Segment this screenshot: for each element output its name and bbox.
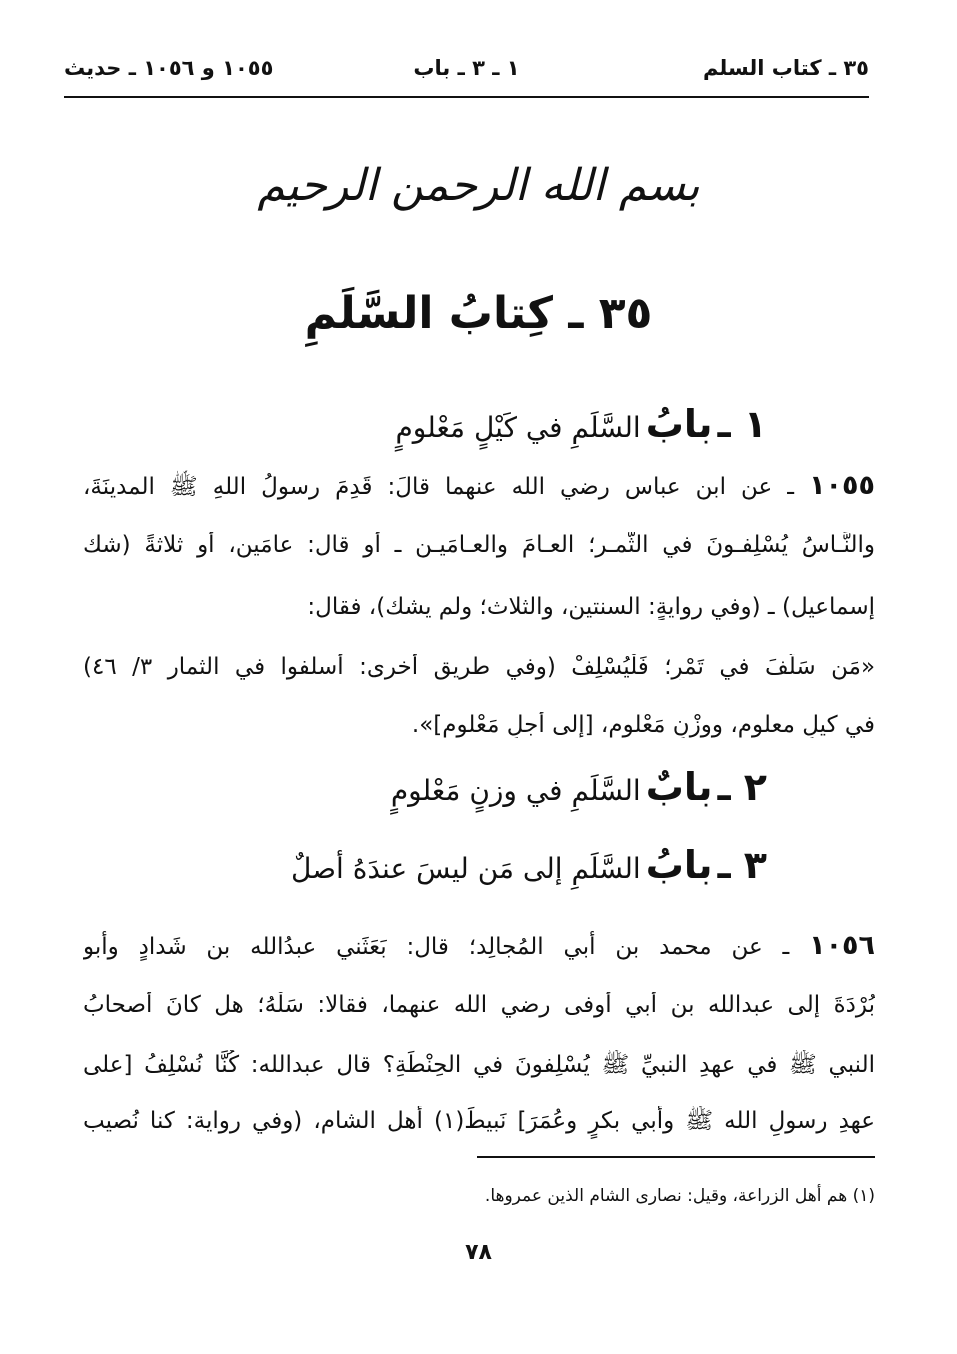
book-title: ٣٥ ـ كِتابُ السَّلَمِ — [304, 288, 653, 339]
chapter-bab: بابٌ — [645, 765, 713, 809]
hadith-1056-line-2: بُرْدَةَ إلى عبدالله بن أبي أوفى رضي الله عنهما، فقالا: سَلْهُ؛ هل كانَ أصحابُ — [83, 992, 875, 1018]
hadith-1055-line-3: إسماعيل) ـ (وفي روايةٍ: السنتين، والثلاث؛ ولم يشك)، فقال: — [307, 594, 875, 620]
chapter-heading-2 — [391, 765, 767, 809]
chapter-number: ٢ ـ — [717, 765, 767, 809]
hadith-1056-line-4: عهدِ رسولِ الله ﷺ وأبي بكرٍ وعُمَرَ] نَبيطَ(١) أهل الشام، (وفي رواية: كنا نُصيب — [83, 1108, 875, 1134]
chapter-number: ٣ ـ — [717, 843, 767, 887]
chapter-bab: بابُ — [645, 402, 713, 446]
hadith-1056-line-1 — [83, 930, 875, 961]
hadith-1055-line-1 — [83, 470, 875, 506]
hadith-text: ـ عن ابن عباس رضي الله عنهما قالَ: قَدِمَ رسولُ اللهِ ﷺ المدينَةَ، — [83, 474, 795, 500]
chapter-title: السَّلَمِ في كَيْلٍ مَعْلومٍ — [395, 411, 641, 444]
chapter-heading-3 — [291, 843, 767, 887]
hadith-number: ١٠٥٥ — [809, 470, 875, 501]
hadith-1056-line-3: النبي ﷺ في عهدِ النبيِّ ﷺ يُسْلِفونَ في الحِنْطَةِ؟ قال عبدالله: كُنَّا نُسْلِفُ [على — [83, 1052, 875, 1078]
hadith-text: ـ عن محمد بن أبي المُجالِد؛ قال: بَعَثَني عبدُالله بن شَدادٍ وأبو — [83, 934, 790, 960]
chapter-title: السَّلَمِ إلى مَن ليسَ عندَهُ أصلٌ — [291, 852, 641, 885]
chapter-heading-1 — [395, 402, 767, 446]
hadith-1055-line-5: في كيلٍ معلومٍ، ووزْنٍ مَعْلومٍ، [إلى أجلٍ مَعْلومٍ]». — [411, 712, 875, 738]
footnote-divider — [477, 1156, 875, 1158]
running-header — [64, 52, 869, 98]
basmala: بسم الله الرحمن الرحيم — [257, 160, 700, 211]
chapter-bab: بابُ — [645, 843, 713, 887]
chapter-number: ١ ـ — [717, 402, 767, 446]
header-hadith-range: ١٠٥٥ و ١٠٥٦ ـ حديث — [64, 56, 274, 80]
chapter-title: السَّلَمِ في وزنٍ مَعْلومٍ — [390, 774, 641, 807]
header-chapter-range: ١ ـ ٣ ـ باب — [413, 56, 520, 80]
hadith-1055-line-4: «مَن سَلَّفَ في تَمْرٍ؛ فَلْيُسْلِفْ (وفي طريق أخرى: أسلفوا في الثمارِ ٣/ ٤٦) — [83, 654, 875, 680]
page-number: ٧٨ — [465, 1240, 492, 1265]
hadith-number: ١٠٥٦ — [809, 930, 875, 961]
hadith-1055-line-2: والنَّـاسُ يُسْلِفـونَ في الثَّمـرِ؛ العـامَ والعـامَيـن ـ أو قال: عامَين، أو ثلاثةً (شك — [83, 532, 875, 558]
header-book-title: ٣٥ ـ كتاب السلم — [702, 56, 869, 80]
footnote: (١) هم أهل الزراعة، وقيل: نصارى الشام الذين عمروها. — [484, 1186, 875, 1206]
